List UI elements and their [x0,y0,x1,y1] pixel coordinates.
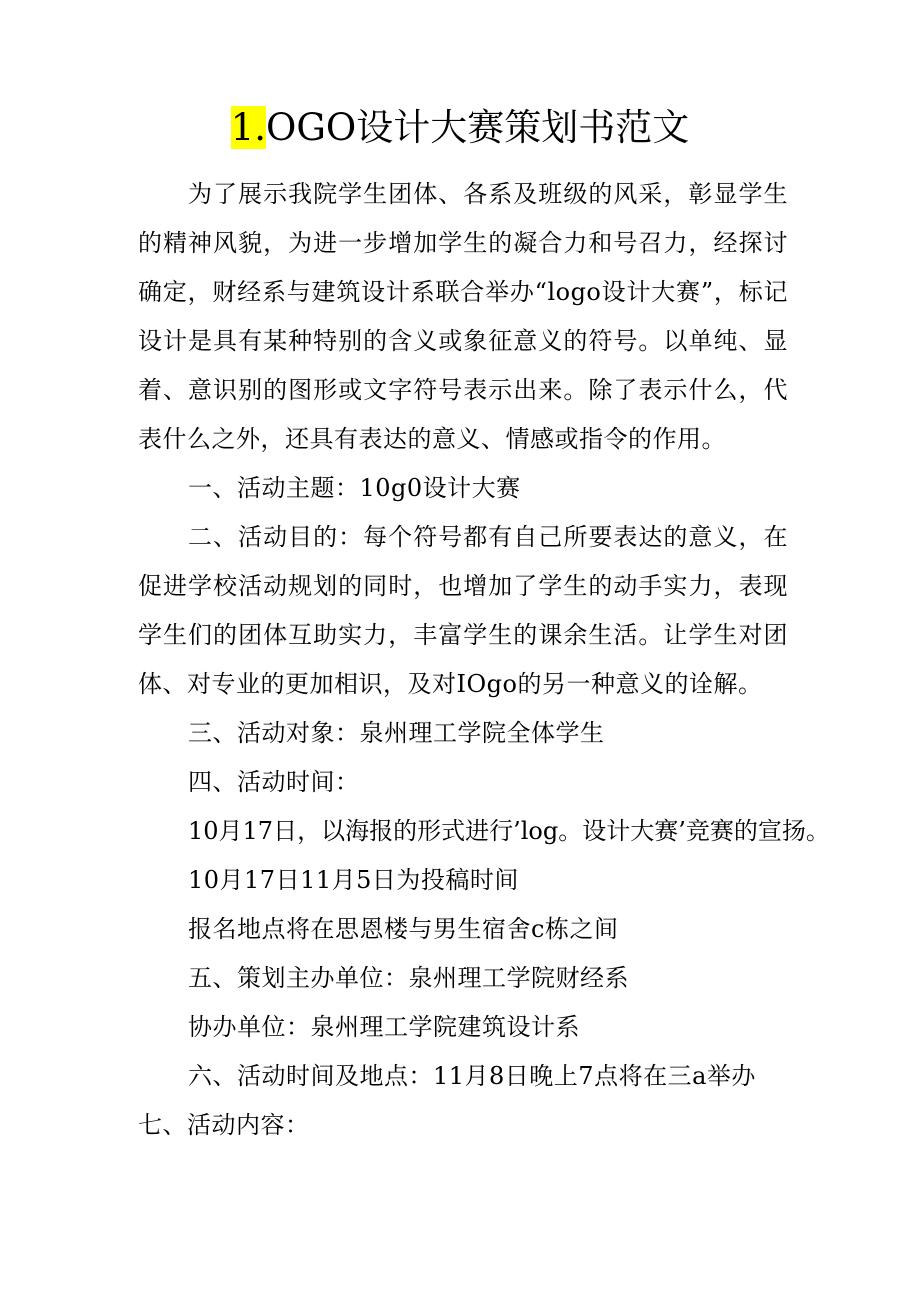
activity-time-heading: 四、活动时间： [188,768,360,796]
document-body [138,170,830,1150]
intro-paragraph: 为了展示我院学生团体、各系及班级的风采，彰显学生的精神风貌，为进一步增加学生的凝合力和号召力，经探讨确定，财经系与建筑设计系联合举办“logo设计大赛”，标记设计是具有某种特别的含义或象征意义的符号。以单纯、显着、意识别的图形或文字符号表示出来。除了表示什么，代表什么之外，还具有表达的意义、情感或指令的作用。 [138,180,788,453]
event-time-place: 六、活动时间及地点：11月8日晚上7点将在三a举办七、活动内容： [138,1062,756,1139]
activity-time-line-2: 10月17日11月5日为投稿时间 [188,866,519,894]
title-highlighted-prefix: 1. [230,106,267,149]
title-text: OGO设计大赛策划书范文 [266,106,690,149]
activity-time-line-1: 10月17日，以海报的形式进行’log。设计大赛’竞赛的宣扬。 [188,817,830,845]
co-organizer: 协办单位：泉州理工学院建筑设计系 [188,1013,580,1041]
activity-target: 三、活动对象：泉州理工学院全体学生 [188,719,605,747]
organizer: 五、策划主办单位：泉州理工学院财经系 [188,964,629,992]
activity-purpose: 二、活动目的：每个符号都有自己所要表达的意义，在促进学校活动规划的同时，也增加了学生的动手实力，表现学生们的团体互助实力，丰富学生的课余生活。让学生对团体、对专业的更加相识，及对IOgo的另一种意义的诠解。 [138,523,788,698]
activity-time-line-3: 报名地点将在思恩楼与男生宿舍c栋之间 [188,915,619,943]
activity-theme: 一、活动主题：10g0设计大赛 [188,474,521,502]
document-title [0,98,920,158]
